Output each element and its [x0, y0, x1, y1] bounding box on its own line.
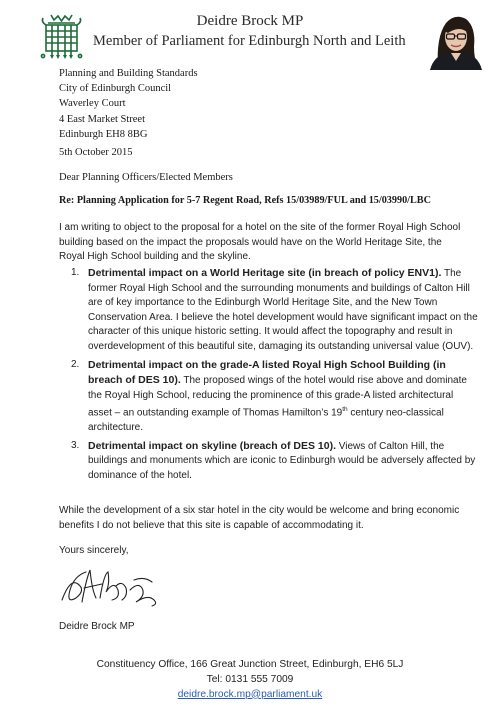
address-line: Edinburgh EH8 8BG: [59, 128, 148, 140]
item-number: 1.: [71, 267, 80, 278]
signature-name: Deidre Brock MP: [59, 621, 135, 632]
point-text: The former Royal High School and the surrounding monuments and buildings of Calton Hill are of key importance to the Edinburgh World Heritage Site, and the New Town Conservation Area. I believe the hotel development would have significant impact on the character of this unique historic setting. It would affect the topography and result in overdevelopment of this beautiful site, damaging its outstanding universal value (OUV).: [88, 268, 478, 352]
intro-paragraph: I am writing to object to the proposal for a hotel on the site of the former Royal High School building based on the impact the proposals would have on the World Heritage Site, the Royal High School building and the skyline.: [59, 222, 461, 263]
point-text: The proposed wings of the hotel would rise above and dominate the Royal High School, reducing the prominence of this grade-A listed architectural asset – an outstanding example of Thomas Hamilton’s 19: [88, 375, 467, 419]
point-title: Detrimental impact on skyline (breach of DES 10).: [88, 439, 336, 452]
subject-line: Re: Planning Application for 5-7 Regent Road, Refs 15/03989/FUL and 15/03990/LBC: [59, 195, 431, 206]
ordinal-suffix: th: [342, 406, 348, 414]
letter-date: 5th October 2015: [59, 147, 133, 158]
telephone: Tel: 0131 555 7009: [206, 673, 294, 685]
address-line: Planning and Building Standards: [59, 68, 198, 79]
list-item: [59, 358, 479, 436]
footer: [0, 658, 500, 702]
address-line: 4 East Market Street: [59, 113, 146, 125]
signoff: Yours sincerely,: [59, 545, 129, 556]
salutation: Dear Planning Officers/Elected Members: [59, 172, 233, 183]
item-number: 3.: [71, 439, 80, 451]
mp-portrait: [424, 7, 487, 70]
email-link[interactable]: deidre.brock.mp@parliament.uk: [177, 688, 323, 700]
point-title: Detrimental impact on a World Heritage site (in breach of policy ENV1).: [88, 267, 442, 279]
item-number: 2.: [71, 358, 80, 370]
point-text-end: century neo-classical architecture.: [88, 407, 444, 434]
mp-role: Member of Parliament for Edinburgh North and Leith: [93, 33, 406, 49]
list-item: [59, 439, 479, 484]
objection-list: [59, 266, 479, 487]
recipient-address: [59, 66, 198, 142]
signature: [56, 560, 166, 610]
mp-name: Deidre Brock MP: [196, 13, 304, 29]
point-title: Detrimental impact on the grade-A listed Royal High School Building (in breach of DES 10).: [88, 358, 446, 387]
address-line: Waverley Court: [59, 98, 126, 110]
closing-paragraph: While the development of a six star hotel in the city would be welcome and bring economic benefits I do not believe that this site is capable of accommodating it.: [59, 505, 460, 531]
point-text: Views of Calton Hill, the buildings and monuments which are iconic to Edinburgh would be adversely affected by dominance of the hotel.: [88, 440, 476, 482]
address-line: City of Edinburgh Council: [59, 83, 172, 95]
office-address: Constituency Office, 166 Great Junction Street, Edinburgh, EH6 5LJ: [96, 659, 404, 670]
list-item: [59, 266, 479, 355]
